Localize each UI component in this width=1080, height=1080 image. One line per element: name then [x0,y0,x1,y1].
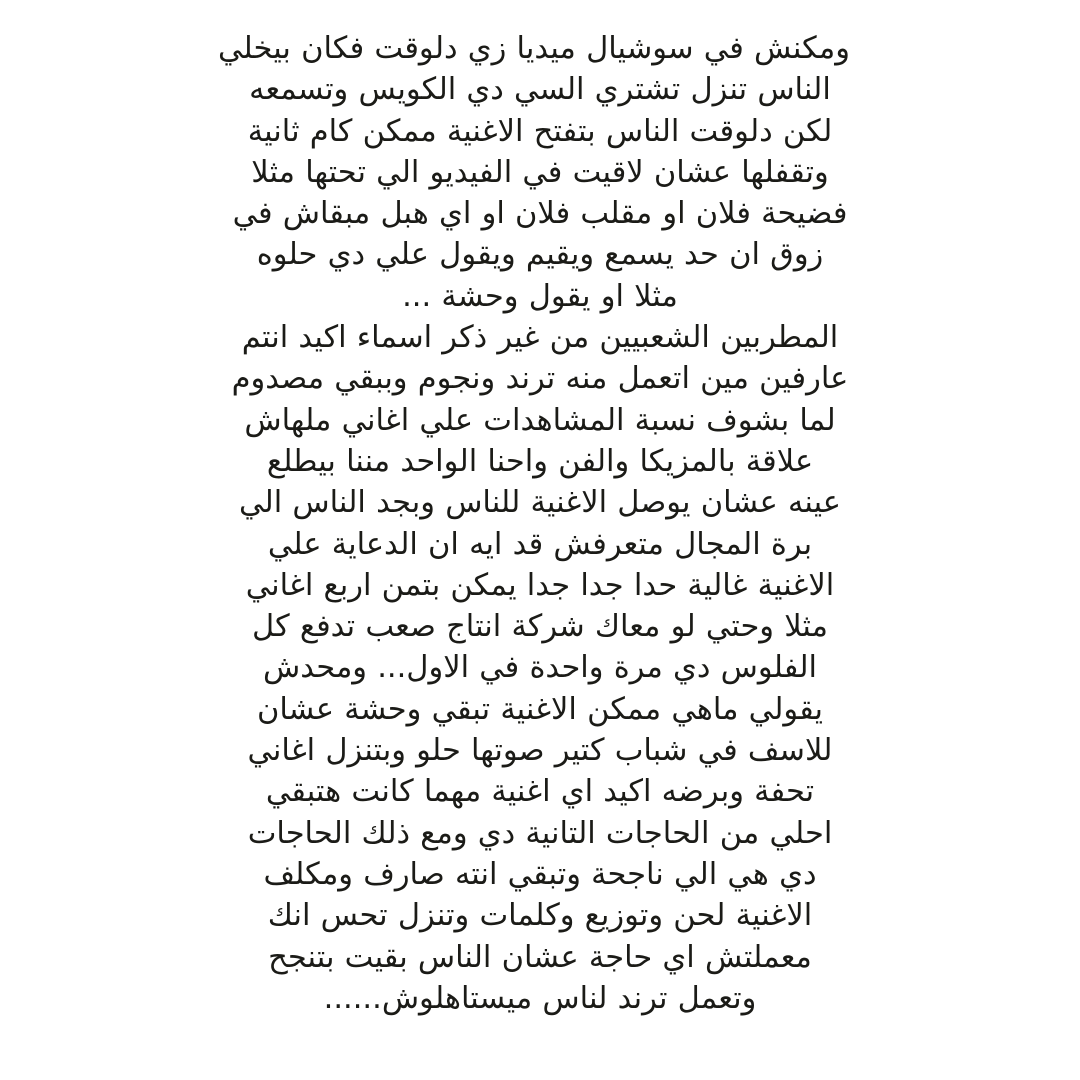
text-line: يقولي ماهي ممكن الاغنية تبقي وحشة عشان [256,691,824,727]
text-line: مثلا وحتي لو معاك شركة انتاج صعب تدفع كل [252,609,828,645]
text-line: وتقفلها عشان لاقيت في الفيديو الي تحتها مثلا [251,154,829,190]
text-line: عينه عشان يوصل الاغنية للناس وبجد الناس الي [239,485,841,521]
text-line: فضيحة فلان او مقلب فلان او اي هبل مبقاش في [232,196,848,232]
text-line: لما بشوف نسبة المشاهدات علي اغاني ملهاش [244,402,836,438]
text-line: برة المجال متعرفش قد ايه ان الدعاية علي [267,526,813,562]
text-line: مثلا او يقول وحشة ... [402,278,678,314]
post-body-text [218,28,850,1019]
text-line: وتعمل ترند لناس ميستاهلوش...... [323,980,757,1016]
text-line: عارفين مين اتعمل منه ترند ونجوم وببقي مصدوم [231,361,849,397]
text-line: دي هي الي ناجحة وتبقي انته صارف ومكلف [263,856,817,892]
text-line: المطربين الشعبيين من غير ذكر اسماء اكيد انتم [241,320,839,356]
text-line: لكن دلوقت الناس بتفتح الاغنية ممكن كام ثانية [247,113,833,149]
text-line: الناس تنزل تشتري السي دي الكويس وتسمعه [249,72,831,108]
text-line: الاغنية غالية حدا جدا جدا يمكن بتمن اربع اغاني [245,567,835,603]
text-line: ومكنش في سوشيال ميديا زي دلوقت فكان بيخلي [218,31,850,66]
text-line: علاقة بالمزيكا والفن واحنا الواحد مننا بيطلع [266,443,814,479]
text-line: احلي من الحاجات التانية دي ومع ذلك الحاجات [247,815,833,851]
text-line: الفلوس دي مرة واحدة في الاول... ومحدش [263,650,817,686]
text-line: للاسف في شباب كتير صوتها حلو وبتنزل اغاني [247,733,833,769]
text-line: زوق ان حد يسمع ويقيم ويقول علي دي حلوه [256,237,824,273]
text-line: الاغنية لحن وتوزيع وكلمات وتنزل تحس انك [267,898,813,934]
text-line: تحفة وبرضه اكيد اي اغنية مهما كانت هتبقي [265,774,815,810]
text-line: معملتش اي حاجة عشان الناس بقيت بتنجح [268,939,812,975]
